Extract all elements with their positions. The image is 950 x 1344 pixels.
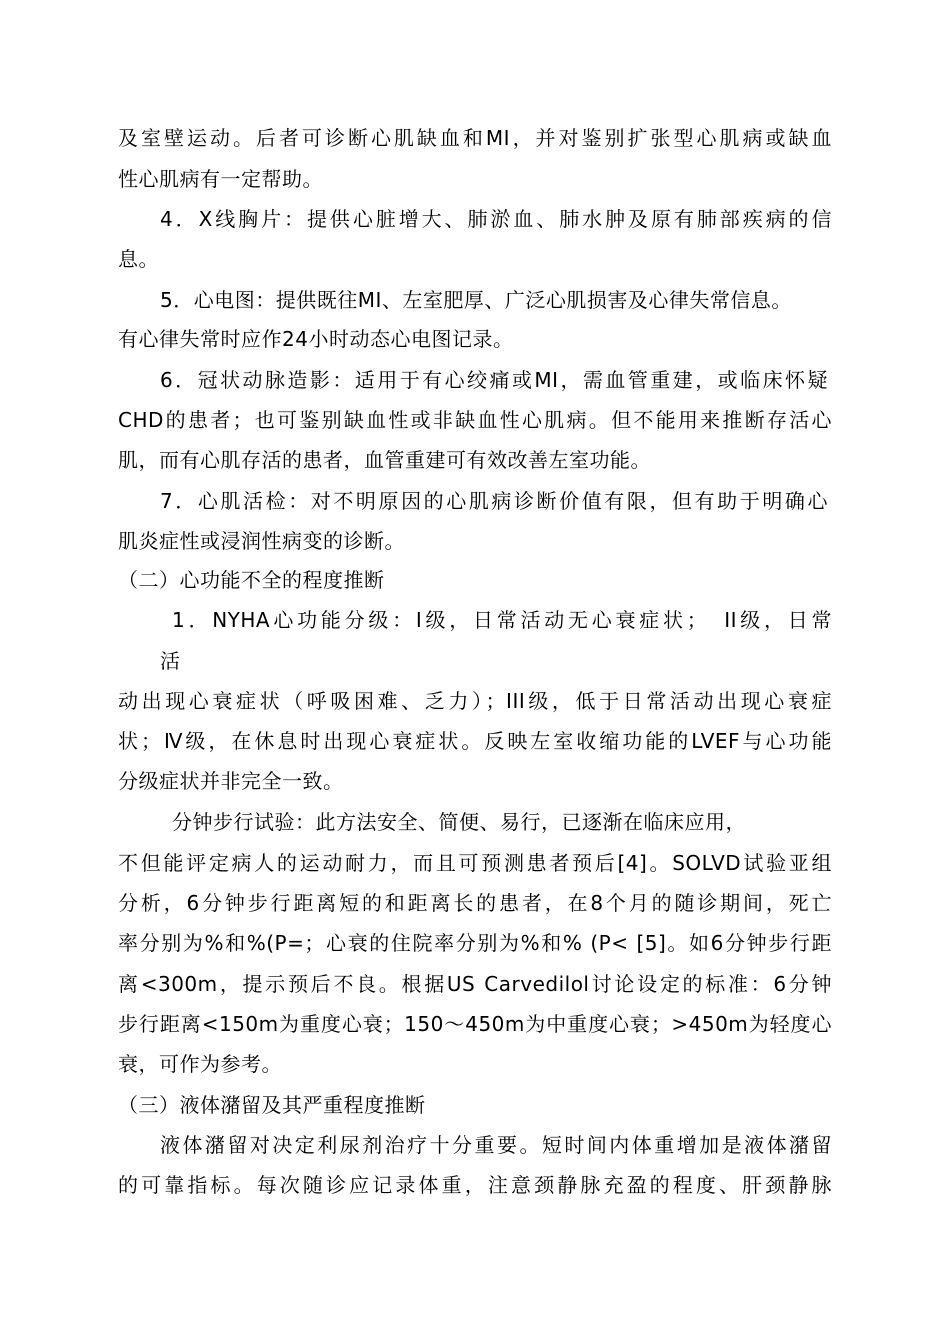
text-line: 活 bbox=[160, 649, 181, 673]
text-line: 6．冠状动脉造影：适用于有心绞痛或MI，需血管重建，或临床怀疑 bbox=[160, 368, 828, 392]
section-heading: （三）液体潴留及其严重程度推断 bbox=[118, 1093, 426, 1117]
text-line: 衰，可作为参考。 bbox=[118, 1052, 282, 1076]
text-line: 及室壁运动。后者可诊断心肌缺血和MI，并对鉴别扩张型心肌病或缺血 bbox=[118, 126, 832, 150]
section-heading: （二）心功能不全的程度推断 bbox=[118, 568, 385, 592]
text-line: 的可靠指标。每次随诊应记录体重，注意颈静脉充盈的程度、肝颈静脉 bbox=[118, 1173, 832, 1197]
text-line: 动出现心衰症状（呼吸困难、乏力）；III级，低于日常活动出现心衰症 bbox=[118, 689, 832, 713]
text-line: 性心肌病有一定帮助。 bbox=[118, 167, 323, 191]
text-line: 步行距离<150m为重度心衰；150～450m为中重度心衰；>450m为轻度心 bbox=[118, 1012, 832, 1036]
text-line: 有心律失常时应作24小时动态心电图记录。 bbox=[118, 327, 514, 351]
text-line: 分钟步行试验：此方法安全、简便、易行，已逐渐在临床应用， bbox=[172, 810, 746, 834]
text-line: 肌，而有心肌存活的患者，血管重建可有效改善左室功能。 bbox=[118, 448, 651, 472]
text-line: 不但能评定病人的运动耐力，而且可预测患者预后[4]。SOLVD试验亚组 bbox=[118, 851, 832, 875]
text-line: CHD的患者；也可鉴别缺血性或非缺血性心肌病。但不能用来推断存活心 bbox=[118, 408, 832, 432]
text-line: 息。 bbox=[118, 247, 159, 271]
text-line: 离<300m，提示预后不良。根据US Carvedilol讨论设定的标准：6分钟 bbox=[118, 972, 832, 996]
text-line: 率分别为%和%(P=；心衰的住院率分别为%和% (P< [5]。如6分钟步行距 bbox=[118, 931, 832, 955]
text-line: 肌炎症性或浸润性病变的诊断。 bbox=[118, 529, 405, 553]
text-line: 分级症状并非完全一致。 bbox=[118, 769, 344, 793]
text-line: 5．心电图：提供既往MI、左室肥厚、广泛心肌损害及心律失常信息。 bbox=[160, 288, 792, 312]
text-line: 状；Ⅳ级，在休息时出现心衰症状。反映左室收缩功能的LVEF与心功能 bbox=[118, 729, 832, 753]
text-line: 7．心肌活检：对不明原因的心肌病诊断价值有限，但有助于明确心 bbox=[160, 489, 828, 513]
text-line: 分析，6分钟步行距离短的和距离长的患者，在8个月的随诊期间，死亡 bbox=[118, 891, 832, 915]
text-line: 1．NYHA心功能分级：I级，日常活动无心衰症状； II级，日常 bbox=[172, 608, 832, 632]
text-line: 4．X线胸片：提供心脏增大、肺淤血、肺水肿及原有肺部疾病的信 bbox=[160, 207, 832, 231]
text-line: 液体潴留对决定利尿剂治疗十分重要。短时间内体重增加是液体潴留 bbox=[160, 1133, 832, 1157]
